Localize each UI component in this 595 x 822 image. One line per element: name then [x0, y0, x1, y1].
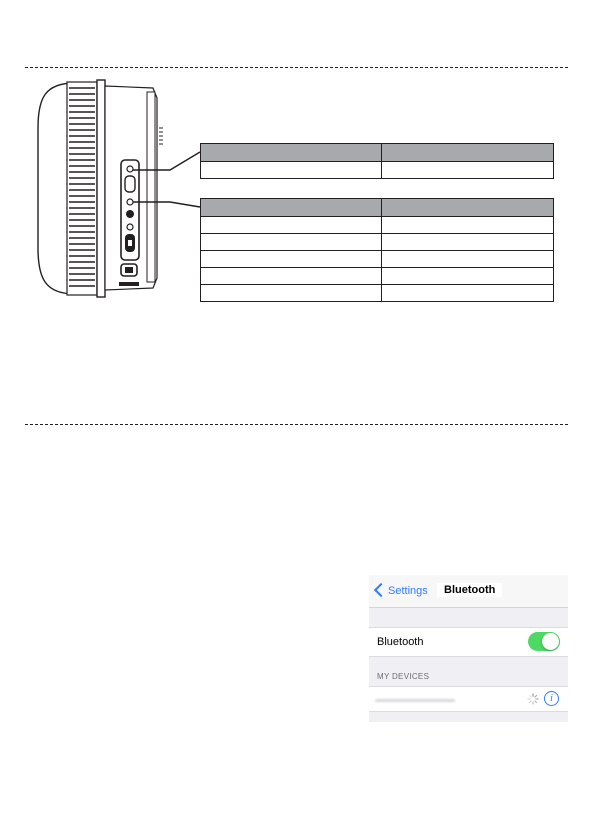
table-row [201, 251, 554, 268]
table-header-cell [201, 199, 382, 217]
info-icon[interactable]: i [544, 691, 559, 706]
table-cell [382, 268, 554, 285]
device-name-blurred [375, 699, 455, 702]
table-cell [201, 268, 382, 285]
table-cell [201, 234, 382, 251]
chevron-left-icon [374, 583, 388, 597]
table-header-cell [201, 144, 382, 162]
table-cell [201, 162, 382, 179]
table-row [201, 217, 554, 234]
status-table-bottom [200, 198, 554, 302]
table-cell [201, 251, 382, 268]
loading-spinner-icon [527, 693, 539, 705]
table-header-cell [382, 144, 554, 162]
ios-navigation-bar [369, 575, 568, 608]
table-row [201, 162, 554, 179]
back-button[interactable] [373, 584, 428, 597]
table-header-row [201, 199, 554, 217]
ios-bluetooth-settings-screenshot [369, 575, 568, 722]
section-divider-bottom [25, 424, 568, 425]
status-table-top [200, 143, 554, 179]
table-cell [201, 217, 382, 234]
table-cell [382, 251, 554, 268]
table-cell [382, 162, 554, 179]
headphone-side-view-illustration [35, 78, 165, 300]
page-title: Bluetooth [437, 583, 502, 597]
bluetooth-label: Bluetooth [377, 636, 424, 648]
table-header-row [201, 144, 554, 162]
section-header-my-devices: MY DEVICES [377, 672, 430, 681]
table-cell [382, 234, 554, 251]
bluetooth-toggle-row [369, 627, 568, 657]
table-cell [382, 217, 554, 234]
table-header-cell [382, 199, 554, 217]
table-cell [382, 285, 554, 302]
table-cell [201, 285, 382, 302]
bluetooth-toggle[interactable] [528, 632, 560, 651]
table-row [201, 268, 554, 285]
back-button-label: Settings [388, 585, 428, 597]
toggle-knob [542, 633, 559, 650]
table-row [201, 285, 554, 302]
table-row [201, 234, 554, 251]
section-divider-top [25, 67, 568, 68]
device-list-item[interactable] [369, 686, 568, 712]
